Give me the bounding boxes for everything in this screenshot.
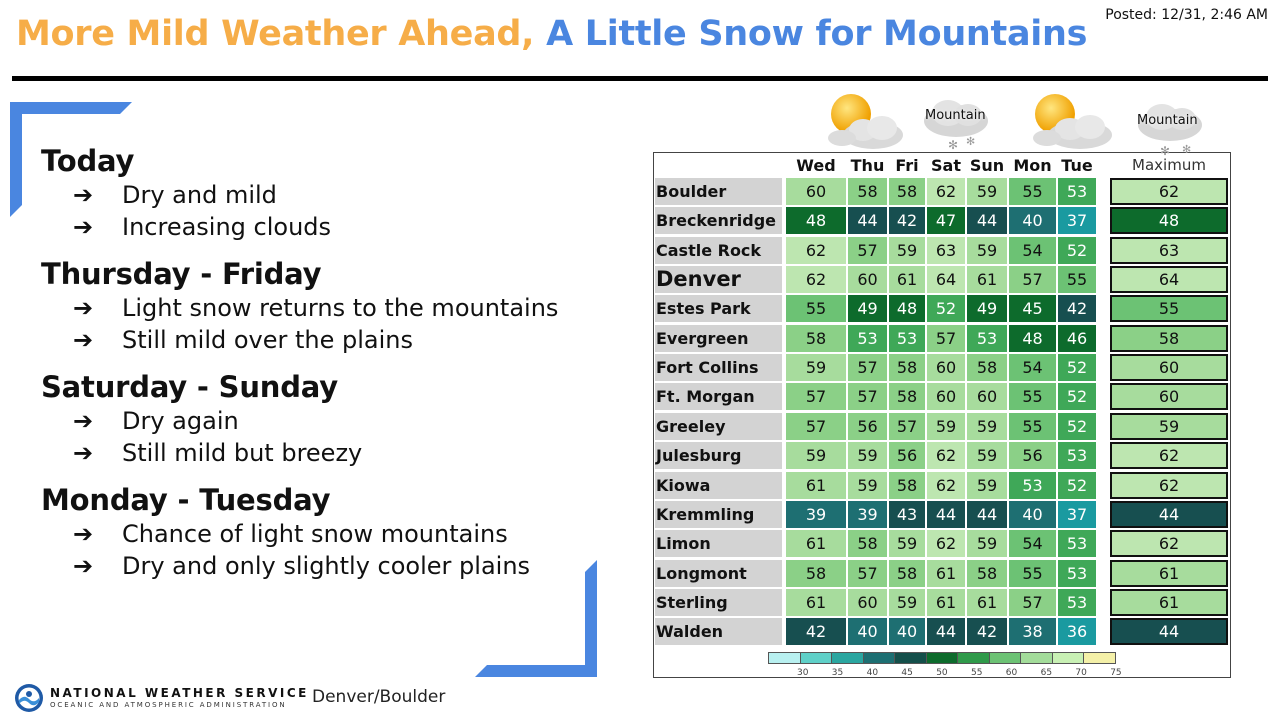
- temp-cell: 61: [786, 530, 846, 557]
- day-header: Wed: [796, 156, 836, 175]
- temp-cell: 55: [1009, 560, 1056, 587]
- bullet-text: Dry and only slightly cooler plains: [122, 552, 531, 580]
- day-header: Thu: [850, 156, 885, 175]
- max-temp-cell: 58: [1110, 325, 1228, 352]
- temp-cell: 58: [967, 560, 1007, 587]
- legend-swatch: [1083, 652, 1116, 664]
- temp-cell: 59: [967, 472, 1007, 499]
- temp-cell: 54: [1009, 354, 1056, 381]
- svg-text:✻: ✻: [1160, 144, 1171, 158]
- day-header: Sat: [931, 156, 961, 175]
- arrow-right-icon: ➔: [73, 407, 94, 435]
- temp-cell: 58: [848, 530, 887, 557]
- temp-cell: 44: [967, 501, 1007, 528]
- city-name: Breckenridge: [655, 207, 782, 234]
- temp-cell: 62: [927, 530, 965, 557]
- temp-cell: 52: [1058, 383, 1096, 410]
- legend-swatch: [1020, 652, 1053, 664]
- temp-cell: 59: [889, 589, 925, 616]
- bullet-text: Increasing clouds: [122, 213, 332, 241]
- temp-cell: 62: [786, 266, 846, 293]
- bullet-item: [41, 550, 621, 582]
- legend-tick-label: 35: [831, 668, 844, 678]
- legend-tick-label: 50: [936, 668, 948, 678]
- arrow-right-icon: ➔: [73, 552, 94, 580]
- max-temp-cell: 62: [1110, 442, 1228, 469]
- temp-cell: 59: [967, 237, 1007, 264]
- temp-cell: 53: [1058, 589, 1096, 616]
- temp-cell: 58: [786, 560, 846, 587]
- temp-cell: 45: [1009, 295, 1056, 322]
- temp-cell: 57: [1009, 266, 1056, 293]
- day-header: Tue: [1061, 156, 1093, 175]
- temp-cell: 44: [967, 207, 1007, 234]
- temp-cell: 63: [927, 237, 965, 264]
- city-name: Limon: [655, 530, 782, 557]
- temp-cell: 58: [889, 178, 925, 205]
- temp-cell: 57: [927, 325, 965, 352]
- temp-cell: 56: [889, 442, 925, 469]
- temp-cell: 43: [889, 501, 925, 528]
- max-temp-cell: 61: [1110, 560, 1228, 587]
- temp-cell: 52: [1058, 472, 1096, 499]
- max-temp-cell: 62: [1110, 178, 1228, 205]
- temp-cell: 54: [1009, 530, 1056, 557]
- temp-cell: 58: [889, 383, 925, 410]
- city-name: Evergreen: [655, 325, 782, 352]
- city-name: Estes Park: [655, 295, 782, 322]
- temp-cell: 40: [1009, 207, 1056, 234]
- temp-cell: 55: [1009, 413, 1056, 440]
- temp-cell: 48: [1009, 325, 1056, 352]
- temp-cell: 60: [967, 383, 1007, 410]
- sun-cloud-icon: [818, 92, 914, 152]
- temp-cell: 62: [927, 442, 965, 469]
- temp-cell: 49: [848, 295, 887, 322]
- legend-swatch: [957, 652, 990, 664]
- temp-cell: 57: [848, 354, 887, 381]
- agency-name: NATIONAL WEATHER SERVICE: [50, 686, 309, 700]
- temp-cell: 52: [1058, 413, 1096, 440]
- legend-swatch: [863, 652, 896, 664]
- temp-cell: 61: [927, 589, 965, 616]
- bullet-item: [41, 179, 621, 211]
- temp-cell: 59: [889, 237, 925, 264]
- max-temp-cell: 60: [1110, 383, 1228, 410]
- temp-cell: 60: [927, 383, 965, 410]
- city-name: Sterling: [655, 589, 782, 616]
- city-name: Walden: [655, 618, 782, 645]
- max-temp-cell: 44: [1110, 501, 1228, 528]
- max-temp-cell: 62: [1110, 530, 1228, 557]
- legend-swatch: [894, 652, 927, 664]
- temp-cell: 60: [848, 589, 887, 616]
- bullet-item: [41, 211, 621, 243]
- temp-cell: 62: [927, 178, 965, 205]
- temp-cell: 40: [848, 618, 887, 645]
- temp-cell: 60: [927, 354, 965, 381]
- temp-cell: 57: [848, 237, 887, 264]
- section-title: Today: [41, 144, 135, 178]
- temp-cell: 62: [927, 472, 965, 499]
- temp-cell: 58: [889, 354, 925, 381]
- temp-cell: 37: [1058, 501, 1096, 528]
- temp-cell: 52: [1058, 237, 1096, 264]
- arrow-right-icon: ➔: [73, 326, 94, 354]
- max-temp-cell: 61: [1110, 589, 1228, 616]
- section-title: Thursday - Friday: [41, 257, 322, 291]
- temp-cell: 58: [786, 325, 846, 352]
- mountain-label: Mountain: [1137, 113, 1198, 128]
- legend-tick-label: 45: [901, 668, 913, 678]
- temp-cell: 37: [1058, 207, 1096, 234]
- temp-cell: 55: [786, 295, 846, 322]
- slide-title: [16, 14, 1087, 54]
- temp-cell: 59: [848, 442, 887, 469]
- bullet-text: Light snow returns to the mountains: [122, 294, 559, 322]
- city-name: Denver: [655, 266, 782, 293]
- temp-cell: 55: [1009, 383, 1056, 410]
- bullet-item: [41, 405, 621, 437]
- temp-cell: 47: [927, 207, 965, 234]
- temp-cell: 38: [1009, 618, 1056, 645]
- temp-cell: 53: [1058, 560, 1096, 587]
- day-header: Mon: [1013, 156, 1052, 175]
- max-temp-cell: 48: [1110, 207, 1228, 234]
- temp-cell: 42: [1058, 295, 1096, 322]
- temp-cell: 53: [1058, 178, 1096, 205]
- temp-cell: 59: [967, 178, 1007, 205]
- temp-cell: 58: [889, 560, 925, 587]
- section-title: Saturday - Sunday: [41, 370, 338, 404]
- temp-cell: 59: [967, 530, 1007, 557]
- bullet-text: Dry again: [122, 407, 239, 435]
- temp-cell: 53: [1058, 442, 1096, 469]
- legend-tick-label: 55: [971, 668, 983, 678]
- max-temp-cell: 64: [1110, 266, 1228, 293]
- temp-cell: 55: [1058, 266, 1096, 293]
- city-name: Kiowa: [655, 472, 782, 499]
- title-orange-part: More Mild Weather Ahead,: [16, 14, 535, 54]
- city-name: Ft. Morgan: [655, 383, 782, 410]
- temp-cell: 61: [786, 472, 846, 499]
- temp-cell: 42: [786, 618, 846, 645]
- bullet-text: Chance of light snow mountains: [122, 520, 508, 548]
- temp-cell: 57: [1009, 589, 1056, 616]
- arrow-right-icon: ➔: [73, 213, 94, 241]
- temp-cell: 56: [848, 413, 887, 440]
- legend-swatch: [768, 652, 801, 664]
- city-name: Greeley: [655, 413, 782, 440]
- bullet-text: Still mild over the plains: [122, 326, 414, 354]
- legend-tick-label: 40: [866, 668, 879, 678]
- temp-cell: 64: [927, 266, 965, 293]
- legend-swatch: [989, 652, 1022, 664]
- temp-cell: 60: [786, 178, 846, 205]
- temp-cell: 61: [889, 266, 925, 293]
- temp-cell: 62: [786, 237, 846, 264]
- svg-text:✻: ✻: [966, 135, 976, 148]
- temp-cell: 44: [848, 207, 887, 234]
- temp-cell: 58: [889, 472, 925, 499]
- max-temp-cell: 60: [1110, 354, 1228, 381]
- temp-cell: 59: [786, 354, 846, 381]
- temp-cell: 61: [967, 266, 1007, 293]
- temp-cell: 40: [889, 618, 925, 645]
- section-title: Monday - Tuesday: [41, 483, 331, 517]
- bullet-item: [41, 437, 621, 469]
- city-name: Longmont: [655, 560, 782, 587]
- sun-cloud-icon: [1022, 92, 1122, 152]
- city-name: Kremmling: [655, 501, 782, 528]
- office-name: Denver/Boulder: [312, 687, 446, 707]
- title-blue-part: A Little Snow for Mountains: [546, 14, 1088, 54]
- posted-timestamp: Posted: 12/31, 2:46 AM: [1105, 7, 1268, 23]
- legend-swatch: [926, 652, 959, 664]
- temp-cell: 53: [889, 325, 925, 352]
- temp-cell: 59: [927, 413, 965, 440]
- temp-cell: 39: [786, 501, 846, 528]
- temp-cell: 49: [967, 295, 1007, 322]
- day-header: Sun: [969, 156, 1005, 175]
- temp-cell: 44: [927, 618, 965, 645]
- arrow-right-icon: ➔: [73, 294, 94, 322]
- svg-text:✻: ✻: [1182, 143, 1192, 156]
- temp-cell: 53: [1058, 530, 1096, 557]
- bullet-text: Still mild but breezy: [122, 439, 363, 467]
- temp-cell: 52: [927, 295, 965, 322]
- legend-tick-label: 30: [797, 668, 809, 678]
- temp-cell: 53: [967, 325, 1007, 352]
- max-temp-cell: 63: [1110, 237, 1228, 264]
- temp-cell: 40: [1009, 501, 1056, 528]
- temp-cell: 61: [786, 589, 846, 616]
- legend-tick-label: 75: [1110, 668, 1122, 678]
- subagency-name: OCEANIC AND ATMOSPHERIC ADMINISTRATION: [50, 701, 287, 709]
- temp-cell: 48: [786, 207, 846, 234]
- arrow-right-icon: ➔: [73, 181, 94, 209]
- temp-cell: 56: [1009, 442, 1056, 469]
- temp-cell: 44: [927, 501, 965, 528]
- temp-cell: 53: [848, 325, 887, 352]
- city-name: Julesburg: [655, 442, 782, 469]
- temp-cell: 59: [967, 442, 1007, 469]
- max-temp-cell: 44: [1110, 618, 1228, 645]
- maximum-column-header: Maximum: [1132, 156, 1206, 174]
- temp-cell: 46: [1058, 325, 1096, 352]
- temp-cell: 42: [967, 618, 1007, 645]
- arrow-right-icon: ➔: [73, 520, 94, 548]
- temp-cell: 59: [967, 413, 1007, 440]
- temp-cell: 59: [848, 472, 887, 499]
- city-name: Fort Collins: [655, 354, 782, 381]
- temp-cell: 42: [889, 207, 925, 234]
- temp-cell: 53: [1009, 472, 1056, 499]
- legend-swatch: [831, 652, 864, 664]
- temp-cell: 54: [1009, 237, 1056, 264]
- legend-swatch: [1052, 652, 1085, 664]
- svg-text:✻: ✻: [948, 138, 959, 151]
- temp-cell: 48: [889, 295, 925, 322]
- temp-cell: 52: [1058, 354, 1096, 381]
- temp-cell: 58: [967, 354, 1007, 381]
- bullet-text: Dry and mild: [122, 181, 277, 209]
- city-name: Boulder: [655, 178, 782, 205]
- city-name: Castle Rock: [655, 237, 782, 264]
- bullet-item: [41, 292, 621, 324]
- max-temp-cell: 59: [1110, 413, 1228, 440]
- bullet-item: [41, 324, 621, 356]
- temp-cell: 36: [1058, 618, 1096, 645]
- bullet-item: [41, 518, 621, 550]
- temp-cell: 57: [848, 560, 887, 587]
- noaa-logo-icon: [14, 683, 44, 713]
- max-temp-cell: 55: [1110, 295, 1228, 322]
- forecast-outline: [41, 143, 621, 582]
- temp-cell: 61: [967, 589, 1007, 616]
- arrow-right-icon: ➔: [73, 439, 94, 467]
- temp-cell: 57: [889, 413, 925, 440]
- day-header: Fri: [895, 156, 919, 175]
- temp-cell: 39: [848, 501, 887, 528]
- temp-cell: 60: [848, 266, 887, 293]
- temp-cell: 58: [848, 178, 887, 205]
- temp-cell: 57: [786, 413, 846, 440]
- legend-tick-label: 60: [1005, 668, 1018, 678]
- legend-tick-label: 65: [1040, 668, 1053, 678]
- temp-cell: 57: [848, 383, 887, 410]
- temp-cell: 59: [786, 442, 846, 469]
- max-temp-cell: 62: [1110, 472, 1228, 499]
- temp-cell: 59: [889, 530, 925, 557]
- legend-swatch: [800, 652, 833, 664]
- legend-tick-label: 70: [1075, 668, 1087, 678]
- temp-cell: 57: [786, 383, 846, 410]
- temp-cell: 55: [1009, 178, 1056, 205]
- mountain-label: Mountain: [925, 108, 986, 123]
- title-rule: [12, 76, 1268, 81]
- temp-cell: 61: [927, 560, 965, 587]
